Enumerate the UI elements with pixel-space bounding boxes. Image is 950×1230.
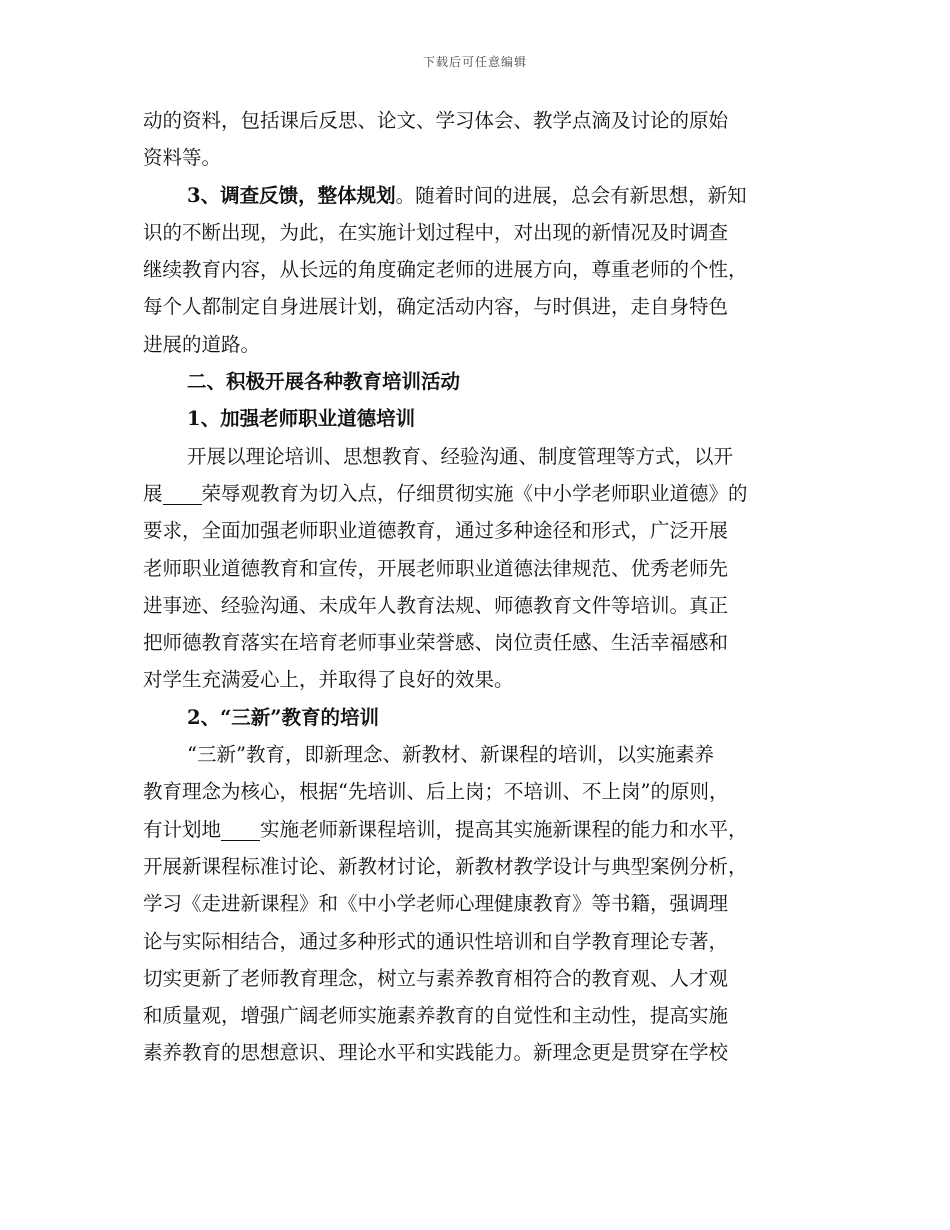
text-line: 识的不断出现，为此，在实施计划过程中，对出现的新情况及时调查 [143,220,729,244]
text-line: 进展的道路。 [143,332,261,356]
text-line: 把师德教育落实在培育老师事业荣誉感、岗位责任感、生活幸福感和 [143,631,729,655]
text-line: 要求，全面加强老师职业道德教育，通过多种途径和形式，广泛开展 [143,519,729,543]
text-line: 对学生充满爱心上，并取得了良好的效果。 [143,668,514,692]
line-text: 。随着时间的进展，总会有新思想，新知 [395,183,747,207]
text-line: “三新”教育，即新理念、新教材、新课程的培训，以实施素养 [187,743,714,767]
text-line: 素养教育的思想意识、理论水平和实践能力。新理念更是贯穿在学校 [143,1041,729,1065]
subsection-heading: 1、加强老师职业道德培训 [187,407,416,431]
text-line: 开展以理论培训、思想教育、经验沟通、制度管理等方式，以开 [187,444,734,468]
paragraph-line [143,177,815,214]
text-line: 论与实际相结合，通过多种形式的通识性培训和自学教育理论专著， [143,929,729,953]
page-header: 下载后可任意编辑 [422,55,527,69]
text-line: 教育理念为核心，根据“先培训、后上岗；不培训、不上岗”的原则， [143,780,729,804]
text-line: 老师职业道德教育和宣传，开展老师职业道德法律规范、优秀老师先 [143,556,729,580]
blank-underline [163,503,202,505]
line-text: 展 [143,481,163,505]
line-text: 有计划地 [143,817,222,841]
section-heading: 二、积极开展各种教育培训活动 [187,370,461,394]
text-line: 继续教育内容，从长远的角度确定老师的进展方向，尊重老师的个性， [143,258,748,282]
text-line: 切实更新了老师教育理念，树立与素养教育相符合的教育观、人才观 [143,966,729,990]
subsection-heading: 2、“三新”教育的培训 [187,705,380,729]
paragraph-line [143,811,815,848]
line-text: 荣辱观教育为切入点，仔细贯彻实施《中小学老师职业道德》的 [201,481,748,505]
text-line: 开展新课程标准讨论、新教材讨论，新教材教学设计与典型案例分析， [143,854,748,878]
blank-underline [221,839,260,841]
text-line: 每个人都制定自身进展计划，确定活动内容，与时俱进，走自身特色 [143,295,729,319]
text-line: 进事迹、经验沟通、未成年人教育法规、师德教育文件等培训。真正 [143,593,729,617]
text-line: 学习《走进新课程》和《中小学老师心理健康教育》等书籍，强调理 [143,892,729,916]
text-line: 资料等。 [143,146,222,170]
text-line: 和质量观，增强广阔老师实施素养教育的自觉性和主动性，提高实施 [143,1004,729,1028]
text-line: 动的资料，包括课后反思、论文、学习体会、教学点滴及讨论的原始 [143,109,729,132]
paragraph-line [143,475,815,512]
document-body [143,102,815,1072]
inline-heading: 3、调查反馈，整体规划 [187,183,396,207]
line-text: 实施老师新课程培训，提高其实施新课程的能力和水平， [260,817,748,841]
